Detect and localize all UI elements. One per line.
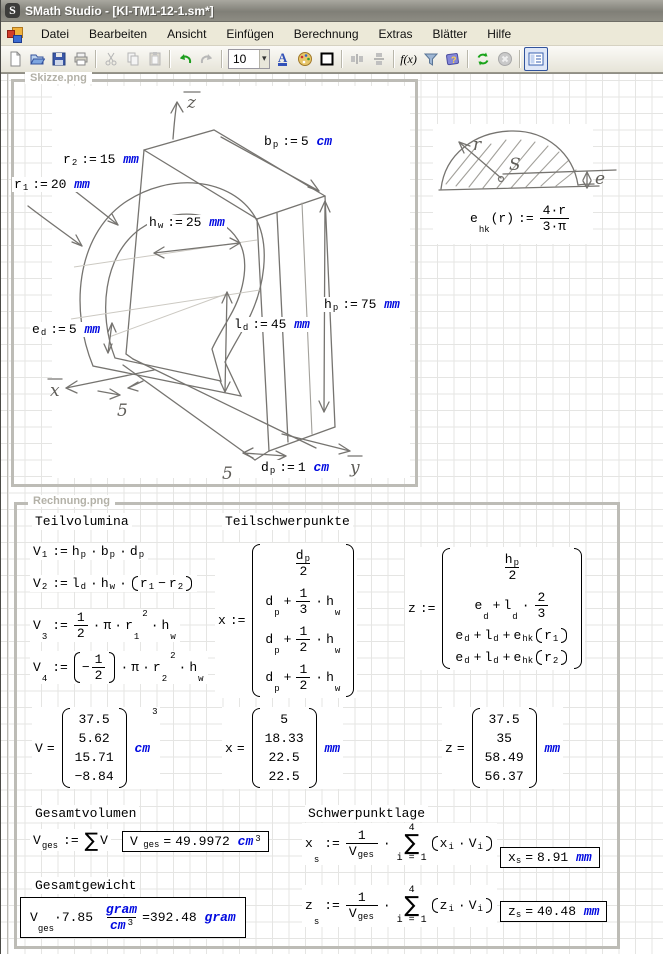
formula-xs[interactable]: x s := 1 V $_{ges}$ · 4 ∑ i = 1 x $_i$ · V $_i$: [302, 823, 497, 865]
formula-z-vector[interactable]: z := h $_p$ 2 e $_d$ + l $_d$ · 2 3 e $_d$ + l $_d$ + e $_{hk}$ r $_1$ e $_d$ + l $_d$ + e $_{hk}$ r $_2$: [405, 547, 585, 670]
formula-ed[interactable]: e $_d$ := 5 mm: [32, 322, 101, 338]
palette-button[interactable]: [294, 48, 316, 70]
hand-sketch: [14, 82, 415, 484]
recalculate-button[interactable]: [472, 48, 494, 70]
calc-region[interactable]: [14, 495, 620, 949]
formula-bp[interactable]: b $_p$ := 5 cm: [264, 134, 333, 150]
menu-item-hilfe[interactable]: Hilfe: [487, 26, 512, 41]
svg-text:?: ?: [450, 55, 457, 65]
menu-bar: [1, 22, 663, 46]
formula-v3[interactable]: V $_3$ := $\frac{1}{2}$ · π · r $_1$ 2 · h $_w$: [30, 609, 180, 642]
heading-teilschwerpunkte[interactable]: Teilschwerpunkte: [222, 513, 353, 530]
align-horizontal-button[interactable]: [346, 48, 368, 70]
scissors-icon: [103, 51, 119, 67]
copy-icon: [125, 51, 141, 67]
toolbar-separator: [95, 50, 97, 68]
result-xs[interactable]: x $_s$ = 8.91 mm: [500, 847, 600, 868]
chevron-down-icon[interactable]: ▾: [259, 50, 269, 68]
formula-x-vector[interactable]: x := d $_p$ 2 d $_p$ + $\frac{1}{3}$ · h $_w$ d $_p$ + $\frac{1}{2}$ · h $_w$ d $_p$ + $\frac{1}{2}$ · h $_w$: [215, 543, 357, 698]
funnel-icon: [423, 51, 439, 67]
units-button[interactable]: [442, 48, 464, 70]
menu-item-extras[interactable]: Extras: [378, 26, 413, 41]
fx-icon: f(x): [400, 51, 417, 66]
region-label[interactable]: Skizze.png: [25, 72, 92, 84]
formula-v2[interactable]: V $_2$ := l $_d$ · h $_w$ · r $_1$ − r $_2$: [30, 575, 197, 592]
redo-arrow-icon: [199, 51, 215, 67]
formula-zs[interactable]: z s := 1 V $_{ges}$ · 4 ∑ i = 1 z $_i$ · V $_i$: [302, 885, 497, 927]
panel-toggle-button[interactable]: [524, 47, 548, 71]
title-bar: [1, 0, 663, 22]
filter-button[interactable]: [420, 48, 442, 70]
refresh-icon: [475, 51, 491, 67]
align-horizontal-icon: [349, 51, 365, 67]
dim-5-bottom: 5: [222, 464, 233, 484]
sketch-region[interactable]: [11, 72, 418, 487]
open-button[interactable]: [26, 48, 48, 70]
result-x-vector[interactable]: x = 5 18.33 22.5 22.5 mm: [222, 707, 343, 789]
formula-v1[interactable]: V $_1$ := h $_p$ · b $_p$ · d $_p$: [30, 543, 148, 560]
border-button[interactable]: [316, 48, 338, 70]
radius-label: r: [473, 135, 482, 155]
formula-hw[interactable]: h $_w$ := 25 mm: [149, 215, 225, 231]
heading-teilvolumina[interactable]: Teilvolumina: [32, 513, 132, 530]
stop-icon: [497, 51, 513, 67]
region-label[interactable]: Rechnung.png: [28, 495, 115, 507]
heading-schwerpunktlage[interactable]: Schwerpunktlage: [305, 805, 428, 822]
dim-5-left: 5: [117, 401, 128, 421]
new-button[interactable]: [4, 48, 26, 70]
formula-r2[interactable]: r $_2$ := 15 mm: [63, 152, 139, 168]
clipboard-icon: [147, 51, 163, 67]
paste-button[interactable]: [144, 48, 166, 70]
toolbar-separator: [221, 50, 223, 68]
open-folder-icon: [29, 51, 45, 67]
worksheet-canvas[interactable]: [1, 73, 663, 954]
menu-item-blaetter[interactable]: Blätter: [432, 26, 468, 41]
function-button[interactable]: [398, 48, 420, 70]
toolbar-separator: [519, 50, 521, 68]
units-book-icon: [445, 51, 461, 67]
formula-dp[interactable]: d $_p$ := 1 cm: [261, 460, 330, 476]
result-vges[interactable]: V ges = 49.9972 cm 3: [122, 831, 269, 852]
save-button[interactable]: [48, 48, 70, 70]
border-square-icon: [319, 51, 335, 67]
window-title: SMath Studio - [Kl-TM1-12-1.sm*]: [25, 3, 214, 18]
document-icon: [7, 26, 23, 42]
formula-ld[interactable]: l $_d$ := 45 mm: [234, 317, 310, 333]
centroid-label: S: [509, 155, 521, 175]
menu-item-ansicht[interactable]: Ansicht: [167, 26, 207, 41]
result-z-vector[interactable]: z = 37.5 35 58.49 56.37 mm: [442, 707, 563, 789]
stop-button[interactable]: [494, 48, 516, 70]
z-axis-label: z: [187, 93, 196, 113]
side-panel-icon: [528, 51, 544, 67]
palette-icon: [297, 51, 313, 67]
menu-item-einfuegen[interactable]: Einfügen: [226, 26, 274, 41]
heading-gesamtvolumen[interactable]: Gesamtvolumen: [32, 805, 139, 822]
tool-bar: [1, 46, 663, 73]
menu-item-datei[interactable]: Datei: [41, 26, 70, 41]
font-size-value: 10: [233, 52, 247, 66]
align-vertical-button[interactable]: [368, 48, 390, 70]
cut-button[interactable]: [100, 48, 122, 70]
y-axis-label: y: [350, 458, 360, 478]
result-v-vector[interactable]: V = 37.5 5.62 15.71 −8.84 cm 3: [32, 707, 160, 789]
formula-ehk[interactable]: e $_{hk}$ (r) := $\frac{4\cdot r}{3\cdot\pi}$: [467, 202, 574, 235]
new-page-icon: [7, 51, 23, 67]
font-size-select[interactable]: [228, 49, 270, 69]
app-logo-icon: S: [5, 3, 20, 18]
menu-item-berechnung[interactable]: Berechnung: [293, 26, 359, 41]
copy-button[interactable]: [122, 48, 144, 70]
align-vertical-icon: [371, 51, 387, 67]
formula-gewicht[interactable]: V $_{ges}$ · 7.85 gram cm 3 = 392.48 gram: [20, 897, 246, 938]
printer-icon: [73, 51, 89, 67]
menu-item-bearbeiten[interactable]: Bearbeiten: [89, 26, 148, 41]
formula-vges[interactable]: V $_{ges}$ := ∑ V: [30, 829, 111, 851]
print-button[interactable]: [70, 48, 92, 70]
formula-r1[interactable]: r $_1$ := 20 mm: [14, 177, 90, 193]
undo-arrow-icon: [177, 51, 193, 67]
e-label: e: [595, 169, 606, 189]
x-axis-label: x: [50, 381, 60, 401]
heading-gesamtgewicht[interactable]: Gesamtgewicht: [32, 877, 139, 894]
result-zs[interactable]: z $_s$ = 40.48 mm: [500, 901, 607, 922]
toolbar-separator: [393, 50, 395, 68]
formula-v4[interactable]: V $_4$ := − $\frac{1}{2}$ · π · r $_2$ 2 · h $_w$: [30, 651, 208, 684]
formula-hp[interactable]: h $_p$ := 75 mm: [324, 297, 400, 313]
toolbar-separator: [169, 50, 171, 68]
redo-button[interactable]: [196, 48, 218, 70]
page-edge: [7, 74, 8, 954]
save-floppy-icon: [51, 51, 67, 67]
toolbar-separator: [341, 50, 343, 68]
font-color-button[interactable]: [272, 48, 294, 70]
font-color-icon: A: [277, 50, 288, 65]
toolbar-separator: [467, 50, 469, 68]
undo-button[interactable]: [174, 48, 196, 70]
